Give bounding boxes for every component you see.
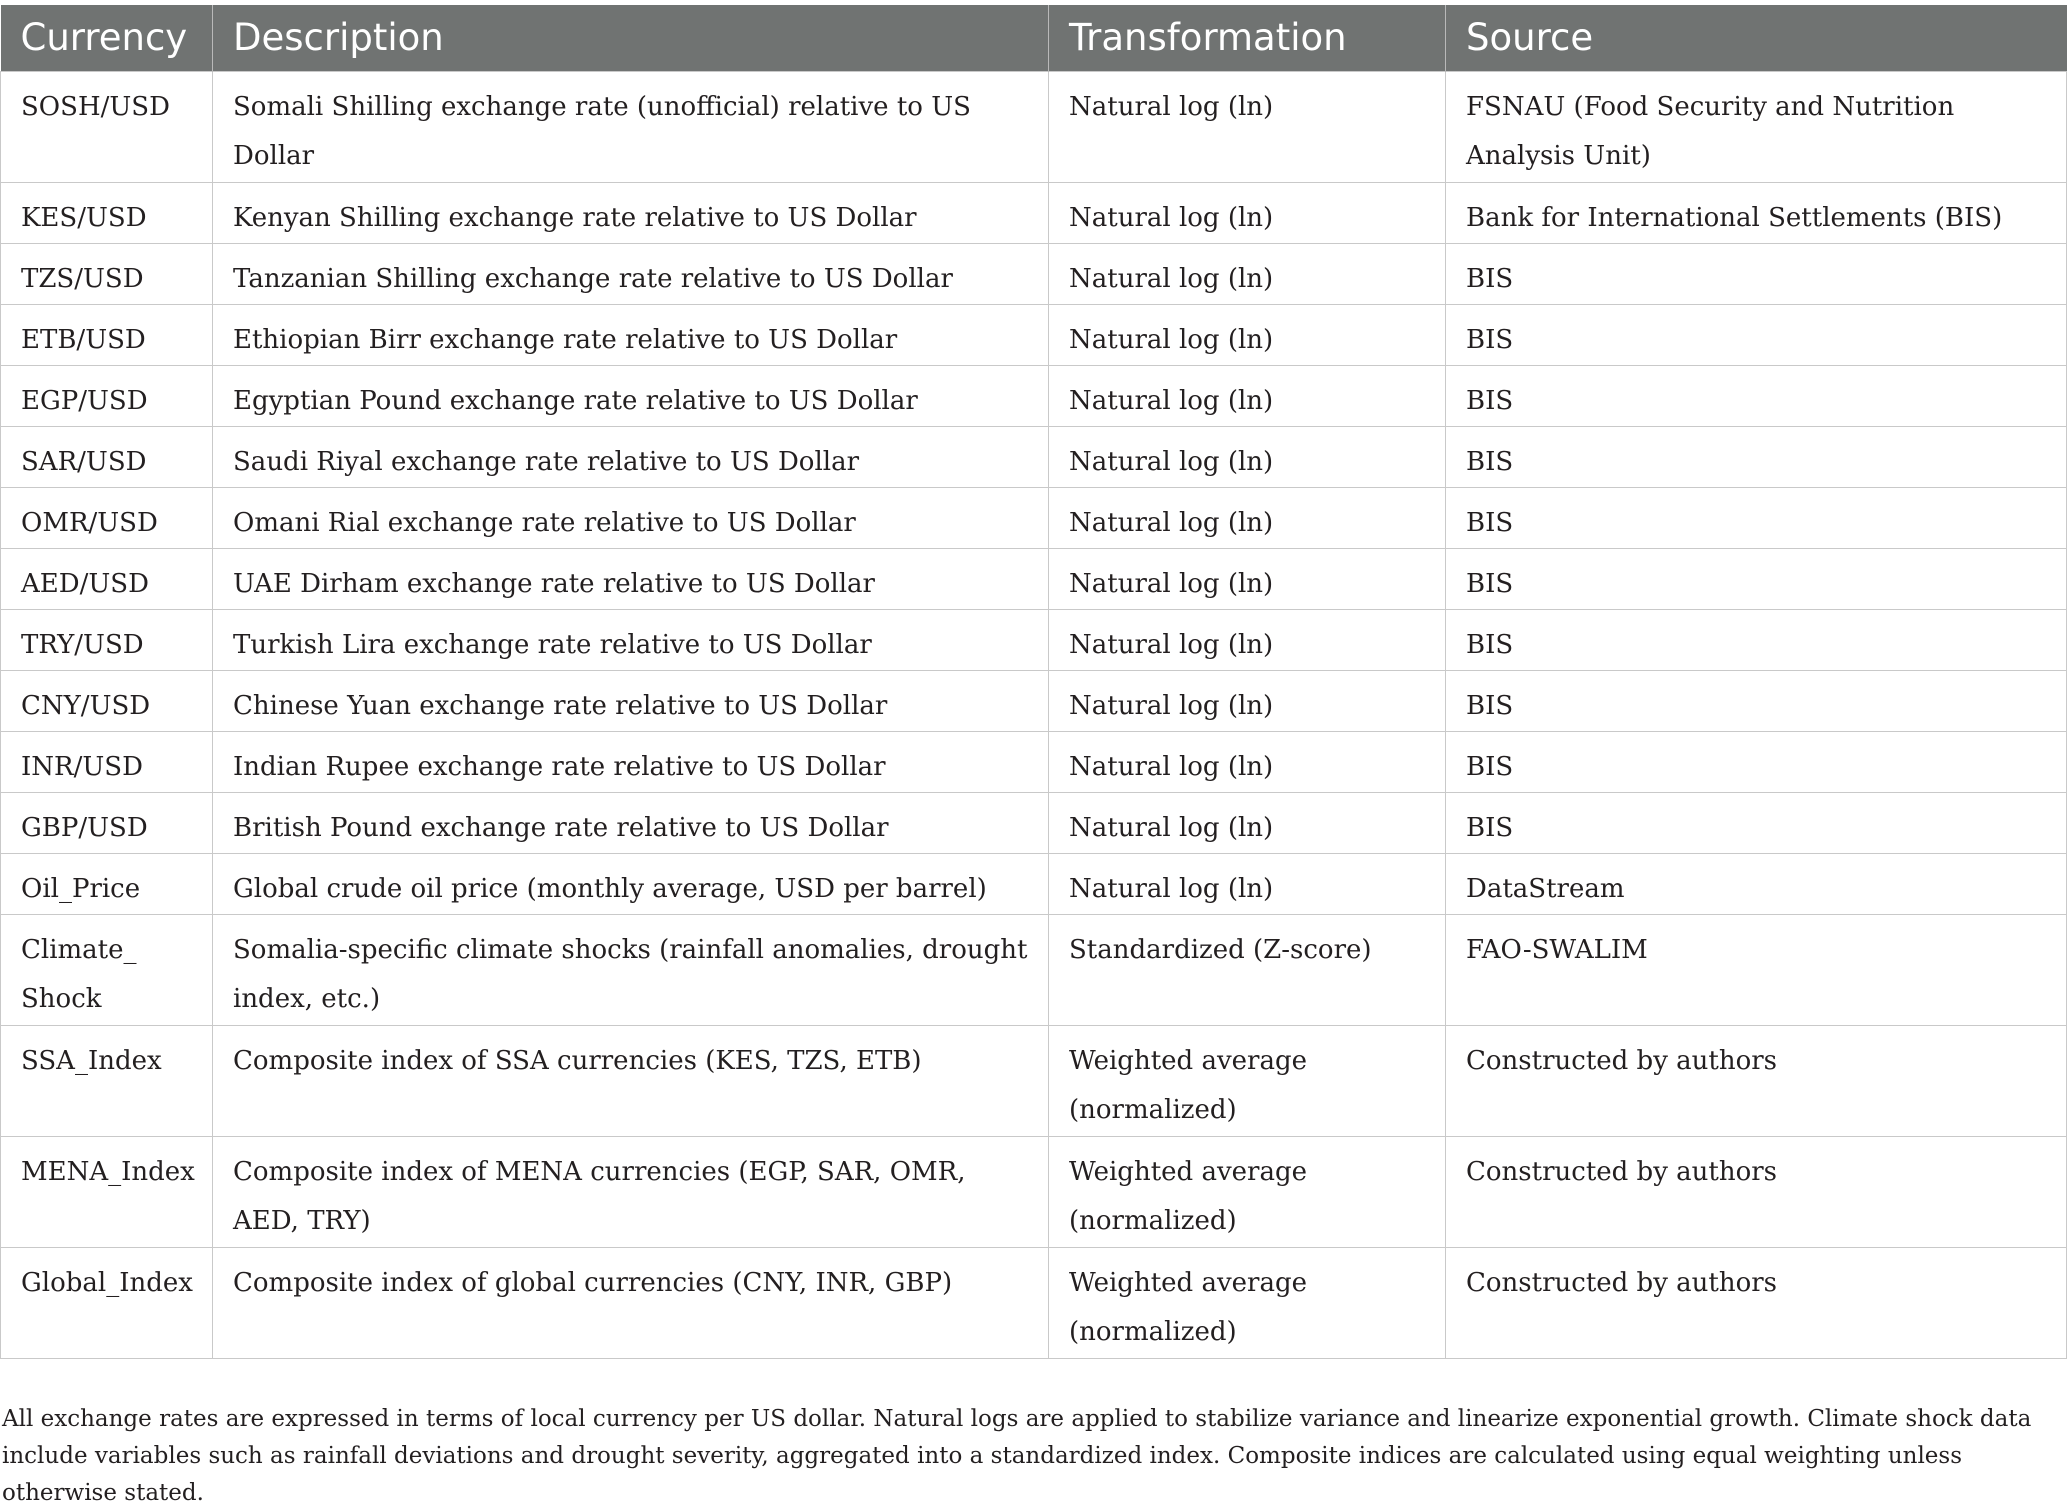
cell-currency: SOSH/USD (1, 71, 213, 182)
cell-transformation: Standardized (Z-score) (1049, 914, 1446, 1025)
table-row (1, 853, 2067, 914)
cell-currency: GBP/USD (1, 792, 213, 853)
cell-transformation: Natural log (ln) (1049, 487, 1446, 548)
table-row (1, 548, 2067, 609)
table-row (1, 243, 2067, 304)
table-header-row (1, 5, 2067, 71)
table-row (1, 914, 2067, 1025)
cell-source: Constructed by authors (1446, 1025, 2067, 1136)
cell-source: Constructed by authors (1446, 1136, 2067, 1247)
table-row (1, 609, 2067, 670)
cell-description: Chinese Yuan exchange rate relative to US Dollar (213, 670, 1049, 731)
cell-currency: TRY/USD (1, 609, 213, 670)
cell-currency: EGP/USD (1, 365, 213, 426)
cell-transformation: Natural log (ln) (1049, 182, 1446, 243)
cell-currency: KES/USD (1, 182, 213, 243)
table-row (1, 365, 2067, 426)
cell-transformation: Weighted average (normalized) (1049, 1136, 1446, 1247)
cell-currency: Oil_Price (1, 853, 213, 914)
cell-description: Kenyan Shilling exchange rate relative to US Dollar (213, 182, 1049, 243)
cell-transformation: Natural log (ln) (1049, 365, 1446, 426)
cell-transformation: Natural log (ln) (1049, 609, 1446, 670)
cell-description: Tanzanian Shilling exchange rate relative to US Dollar (213, 243, 1049, 304)
cell-source: Bank for International Settlements (BIS) (1446, 182, 2067, 243)
cell-transformation: Natural log (ln) (1049, 304, 1446, 365)
table-row (1, 1136, 2067, 1247)
table-row (1, 1247, 2067, 1358)
cell-currency: SAR/USD (1, 426, 213, 487)
cell-description: Saudi Riyal exchange rate relative to US Dollar (213, 426, 1049, 487)
cell-description: Indian Rupee exchange rate relative to US Dollar (213, 731, 1049, 792)
cell-description: Somalia-specific climate shocks (rainfall anomalies, drought index, etc.) (213, 914, 1049, 1025)
variables-table-container (0, 5, 2066, 1359)
cell-transformation: Natural log (ln) (1049, 426, 1446, 487)
table-row (1, 731, 2067, 792)
cell-currency: MENA_Index (1, 1136, 213, 1247)
cell-source: FAO-SWALIM (1446, 914, 2067, 1025)
cell-source: FSNAU (Food Security and Nutrition Analysis Unit) (1446, 71, 2067, 182)
cell-description: Somali Shilling exchange rate (unofficial) relative to US Dollar (213, 71, 1049, 182)
table-row (1, 426, 2067, 487)
variables-table (0, 5, 2067, 1359)
cell-currency: Climate_ Shock (1, 914, 213, 1025)
cell-source: BIS (1446, 243, 2067, 304)
cell-source: BIS (1446, 670, 2067, 731)
cell-source: BIS (1446, 548, 2067, 609)
cell-description: Global crude oil price (monthly average, USD per barrel) (213, 853, 1049, 914)
cell-transformation: Natural log (ln) (1049, 548, 1446, 609)
table-row (1, 1025, 2067, 1136)
cell-source: BIS (1446, 304, 2067, 365)
table-footnote: All exchange rates are expressed in terms of local currency per US dollar. Natural logs are applied to stabilize variance and linearize exponential growth. Climate shock data include variables such as rainfall deviations and drought severity, aggregated into a standardized index. Composite indices are calculated using equal weighting unless otherwise stated. (2, 1406, 2032, 1506)
table-row (1, 670, 2067, 731)
header-transformation: Transformation (1049, 5, 1446, 71)
cell-transformation: Weighted average (normalized) (1049, 1025, 1446, 1136)
cell-description: Composite index of SSA currencies (KES, TZS, ETB) (213, 1025, 1049, 1136)
cell-transformation: Natural log (ln) (1049, 792, 1446, 853)
cell-currency: AED/USD (1, 548, 213, 609)
cell-source: BIS (1446, 487, 2067, 548)
table-row (1, 792, 2067, 853)
cell-description: Turkish Lira exchange rate relative to US Dollar (213, 609, 1049, 670)
cell-source: BIS (1446, 365, 2067, 426)
cell-transformation: Natural log (ln) (1049, 853, 1446, 914)
table-row (1, 487, 2067, 548)
cell-transformation: Natural log (ln) (1049, 71, 1446, 182)
cell-description: Ethiopian Birr exchange rate relative to US Dollar (213, 304, 1049, 365)
cell-description: Composite index of MENA currencies (EGP, SAR, OMR, AED, TRY) (213, 1136, 1049, 1247)
cell-description: UAE Dirham exchange rate relative to US Dollar (213, 548, 1049, 609)
cell-currency: INR/USD (1, 731, 213, 792)
cell-currency: Global_Index (1, 1247, 213, 1358)
cell-currency: OMR/USD (1, 487, 213, 548)
table-row (1, 304, 2067, 365)
cell-transformation: Weighted average (normalized) (1049, 1247, 1446, 1358)
cell-description: British Pound exchange rate relative to US Dollar (213, 792, 1049, 853)
cell-transformation: Natural log (ln) (1049, 731, 1446, 792)
cell-description: Omani Rial exchange rate relative to US Dollar (213, 487, 1049, 548)
table-row (1, 182, 2067, 243)
cell-source: BIS (1446, 792, 2067, 853)
cell-transformation: Natural log (ln) (1049, 243, 1446, 304)
header-currency: Currency (1, 5, 213, 71)
cell-source: DataStream (1446, 853, 2067, 914)
cell-source: BIS (1446, 731, 2067, 792)
cell-currency: SSA_Index (1, 1025, 213, 1136)
cell-transformation: Natural log (ln) (1049, 670, 1446, 731)
cell-currency: TZS/USD (1, 243, 213, 304)
cell-source: BIS (1446, 609, 2067, 670)
header-source: Source (1446, 5, 2067, 71)
cell-source: BIS (1446, 426, 2067, 487)
header-description: Description (213, 5, 1049, 71)
cell-description: Composite index of global currencies (CNY, INR, GBP) (213, 1247, 1049, 1358)
cell-source: Constructed by authors (1446, 1247, 2067, 1358)
cell-description: Egyptian Pound exchange rate relative to US Dollar (213, 365, 1049, 426)
cell-currency: ETB/USD (1, 304, 213, 365)
table-row (1, 71, 2067, 182)
cell-currency: CNY/USD (1, 670, 213, 731)
